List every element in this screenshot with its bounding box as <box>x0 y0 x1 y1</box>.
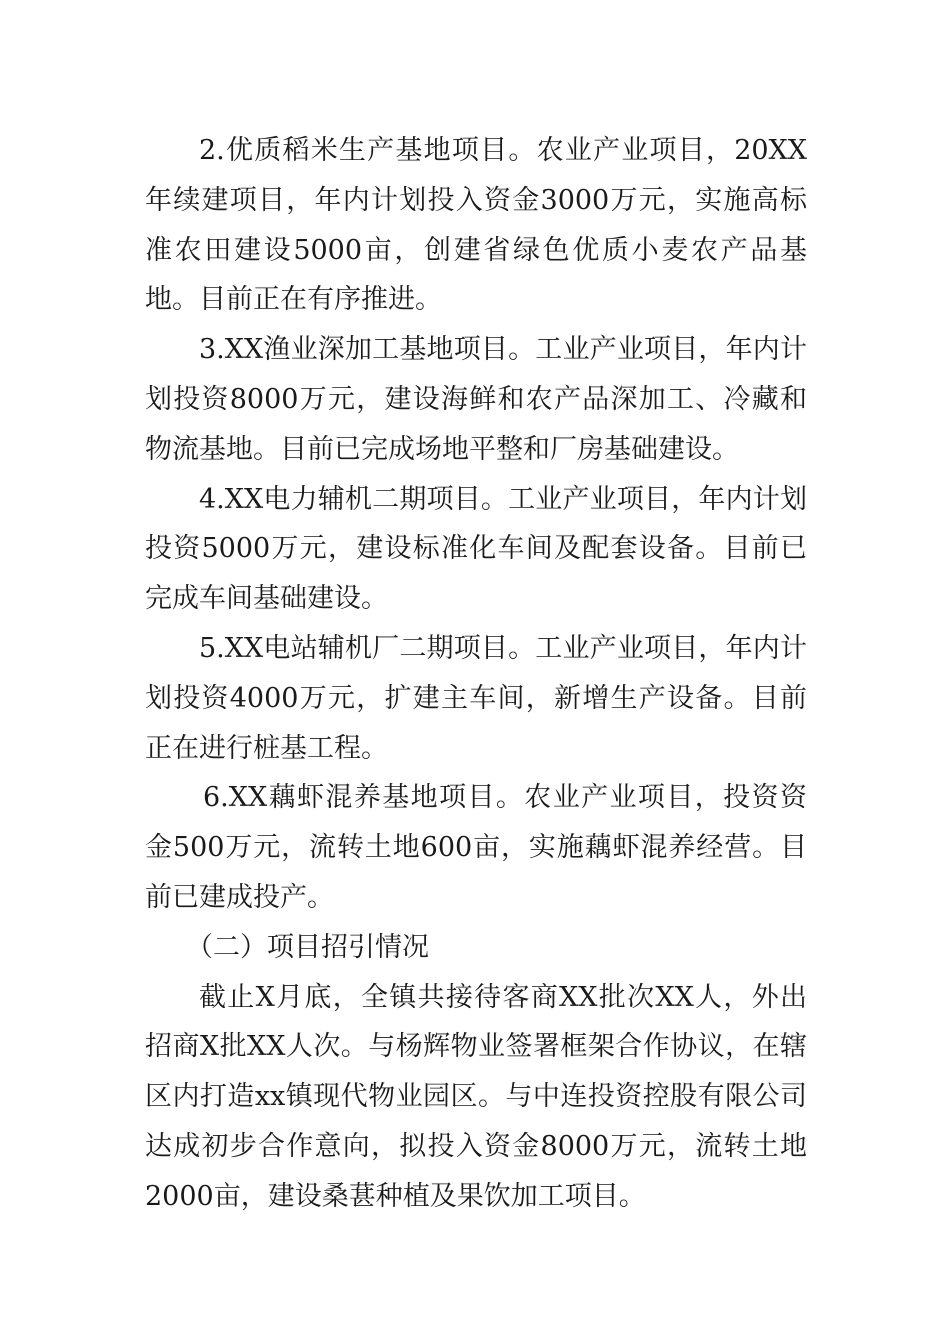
paragraph-project-6: 6.XX藕虾混养基地项目。农业产业项目，投资资金500万元，流转土地600亩，实施藕虾混养经营。目前已建成投产。 <box>145 782 807 913</box>
document-body <box>145 126 807 1222</box>
section-heading: （二）项目招引情况 <box>186 931 429 963</box>
paragraph-project-5: 5.XX电站辅机厂二期项目。工业产业项目，年内计划投资4000万元，扩建主车间，新增生产设备。目前正在进行桩基工程。 <box>145 632 807 764</box>
paragraph-investment-attraction: 截止X月底，全镇共接待客商XX批次XX人，外出招商X批XX人次。与杨辉物业签署框架合作协议，在辖区内打造xx镇现代物业园区。与中连投资控股有限公司达成初步合作意向，拟投入资金8000万元，流转土地2000亩，建设桑葚种植及果饮加工项目。 <box>145 981 807 1212</box>
paragraph-project-4: 4.XX电力辅机二期项目。工业产业项目，年内计划投资5000万元，建设标准化车间及配套设备。目前已完成车间基础建设。 <box>145 483 807 615</box>
paragraph-project-3: 3.XX渔业深加工基地项目。工业产业项目，年内计划投资8000万元，建设海鲜和农产品深加工、冷藏和物流基地。目前已完成场地平整和厂房基础建设。 <box>145 334 807 465</box>
paragraph-project-2: 2.优质稻米生产基地项目。农业产业项目，20XX年续建项目，年内计划投入资金3000万元，实施高标准农田建设5000亩，创建省绿色优质小麦农产品基地。目前正在有序推进。 <box>145 135 807 316</box>
